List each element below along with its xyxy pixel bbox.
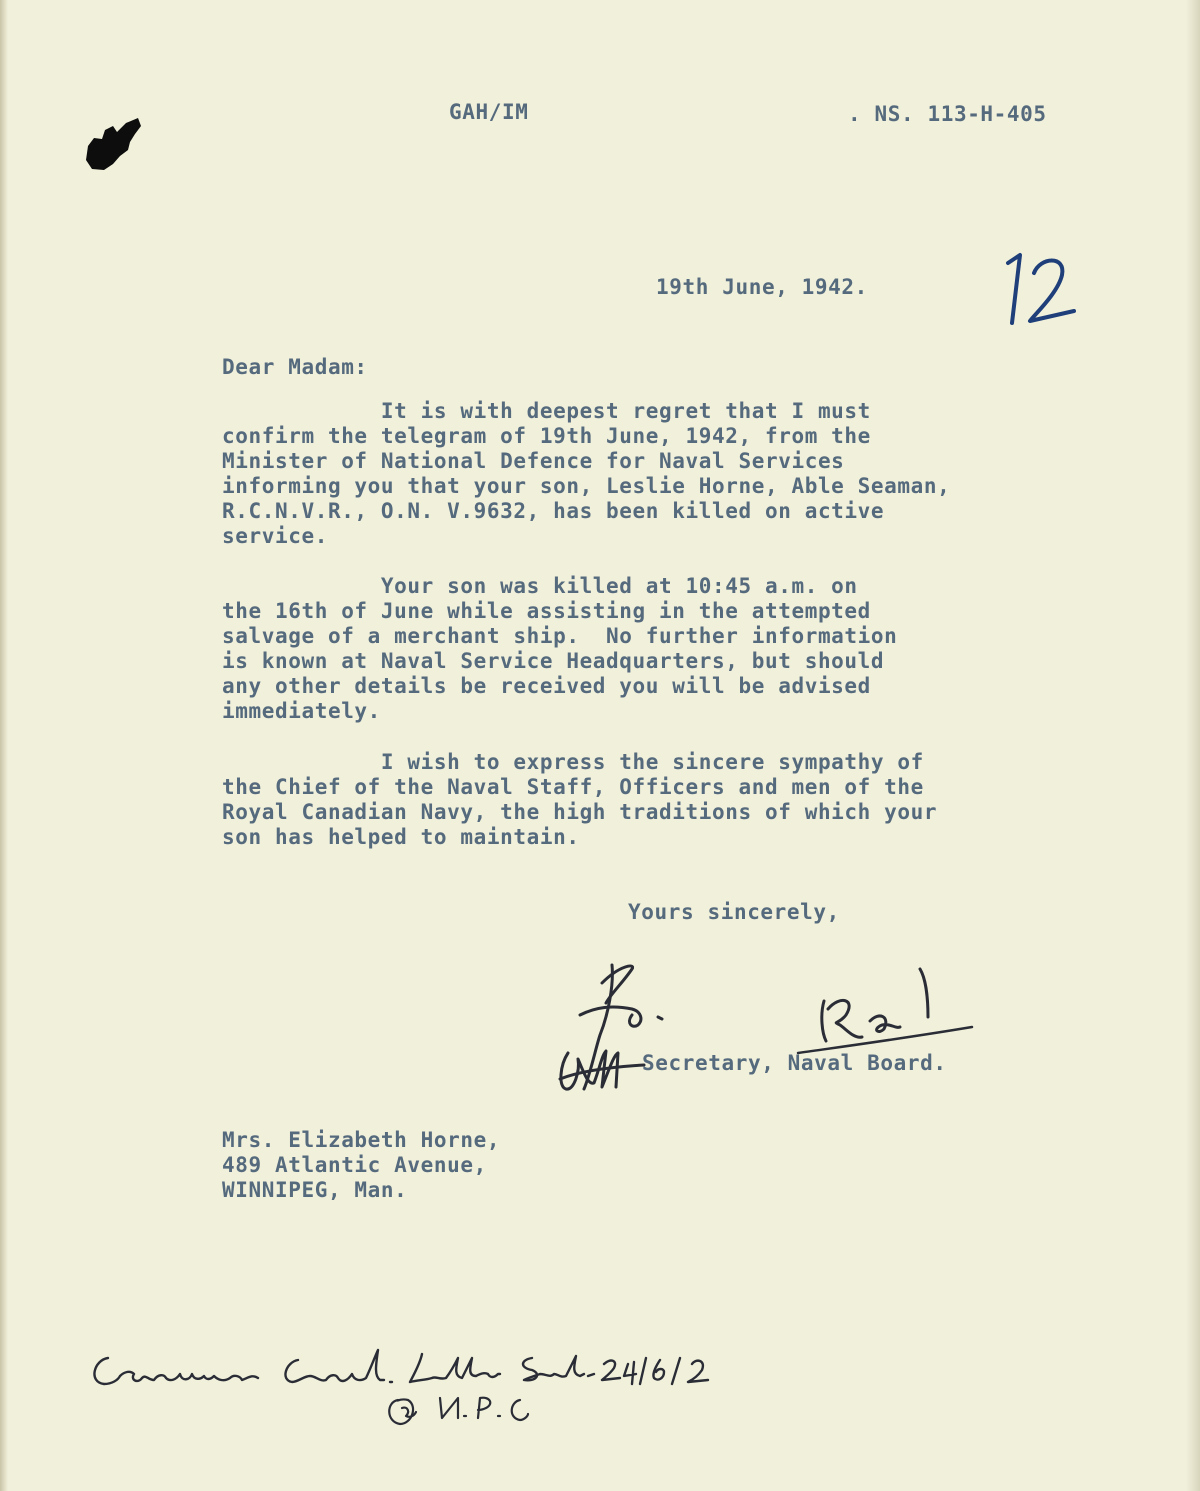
paragraph-3: I wish to express the sincere sympathy of the Chief of the Naval Staff, Officers and men of the Royal Canadian Navy, the high traditions of which your son has helped to maintain.	[222, 750, 938, 849]
closing: Yours sincerely,	[628, 900, 840, 924]
file-reference-number: . NS. 113-H-405	[848, 102, 1047, 126]
reference-initials: GAH/IM	[449, 100, 529, 124]
signature-title: Secretary, Naval Board.	[642, 1051, 947, 1075]
paragraph-1: It is with deepest regret that I must confirm the telegram of 19th June, 1942, from the Minister of National Defence for Naval Services informing you that your son, Leslie Horne, Able Seaman, R.C.N.V.R., O.N. V.9632, has been killed on active service.	[222, 399, 951, 548]
folio-number	[990, 245, 1110, 335]
paper-edge-right	[1186, 0, 1200, 1491]
handwritten-note	[80, 1340, 760, 1450]
salutation: Dear Madam:	[222, 355, 368, 379]
recipient-address: Mrs. Elizabeth Horne, 489 Atlantic Avenue, WINNIPEG, Man.	[222, 1128, 501, 1202]
punch-hole	[80, 112, 150, 182]
letter-date: 19th June, 1942.	[656, 275, 868, 299]
paragraph-2: Your son was killed at 10:45 a.m. on the 16th of June while assisting in the attempted salvage of a merchant ship. No further information is known at Naval Service Headquarters, but should any other details be received you will be advised immediately.	[222, 574, 898, 723]
paper-edge-left	[0, 0, 8, 1491]
handwritten-signature	[540, 955, 990, 1115]
